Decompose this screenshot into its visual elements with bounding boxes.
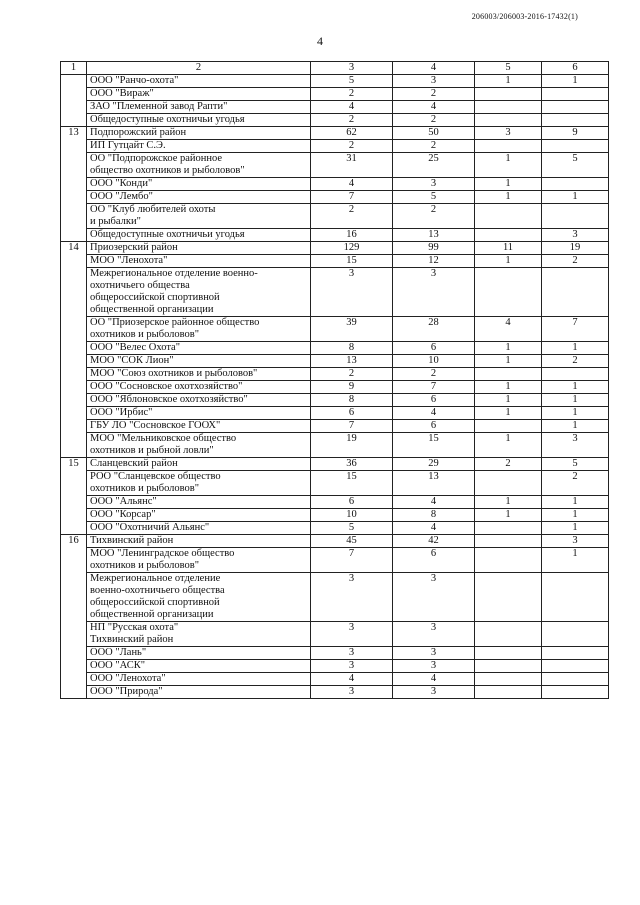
col-5-value-cell: 1 <box>475 496 542 509</box>
col-4-value-cell: 3 <box>393 660 475 673</box>
col-3-value-cell: 2 <box>311 368 393 381</box>
table-row <box>61 647 609 660</box>
col-6-value-cell <box>542 647 609 660</box>
organization-name-cell: ООО "АСК" <box>87 660 311 673</box>
col-3-value-cell: 19 <box>311 433 393 458</box>
col-3-value-cell: 4 <box>311 101 393 114</box>
col-5-value-cell <box>475 573 542 622</box>
col-6-value-cell: 5 <box>542 458 609 471</box>
col-4-value-cell: 13 <box>393 471 475 496</box>
col-4-value-cell: 28 <box>393 317 475 342</box>
col-5-value-cell <box>475 660 542 673</box>
row-number-cell: 15 <box>61 458 87 535</box>
col-5-value-cell: 1 <box>475 342 542 355</box>
organization-name-cell: МОО "Мельниковское общество охотников и рыбной ловли" <box>87 433 311 458</box>
table-row <box>61 458 609 471</box>
organization-name-cell: ООО "Яблоновское охотхозяйство" <box>87 394 311 407</box>
col-4-value-cell: 3 <box>393 75 475 88</box>
col-4-value-cell: 3 <box>393 268 475 317</box>
col-3-value-cell: 4 <box>311 178 393 191</box>
col-4-value-cell: 29 <box>393 458 475 471</box>
col-6-value-cell <box>542 573 609 622</box>
table-row <box>61 127 609 140</box>
col-3-value-cell: 7 <box>311 548 393 573</box>
col-6-value-cell: 2 <box>542 471 609 496</box>
table-row <box>61 471 609 496</box>
col-3-value-cell: 39 <box>311 317 393 342</box>
col-5-value-cell <box>475 622 542 647</box>
col-6-value-cell: 3 <box>542 229 609 242</box>
organization-name-cell: ИП Гутцайт С.Э. <box>87 140 311 153</box>
table-row <box>61 420 609 433</box>
col-6-value-cell <box>542 101 609 114</box>
col-6-value-cell: 1 <box>542 394 609 407</box>
col-5-value-cell: 1 <box>475 394 542 407</box>
hunting-grounds-table <box>60 61 609 699</box>
header-col-3: 3 <box>311 62 393 75</box>
col-3-value-cell: 31 <box>311 153 393 178</box>
organization-name-cell: ООО "Ленохота" <box>87 673 311 686</box>
col-6-value-cell <box>542 368 609 381</box>
col-4-value-cell: 2 <box>393 140 475 153</box>
col-6-value-cell: 1 <box>542 407 609 420</box>
organization-name-cell: Общедоступные охотничьи угодья <box>87 114 311 127</box>
col-6-value-cell: 2 <box>542 355 609 368</box>
col-3-value-cell: 5 <box>311 522 393 535</box>
col-4-value-cell: 13 <box>393 229 475 242</box>
organization-name-cell: ООО "Охотничий Альянс" <box>87 522 311 535</box>
organization-name-cell: Общедоступные охотничьи угодья <box>87 229 311 242</box>
col-3-value-cell: 3 <box>311 686 393 699</box>
col-4-value-cell: 6 <box>393 548 475 573</box>
col-5-value-cell <box>475 548 542 573</box>
col-4-value-cell: 25 <box>393 153 475 178</box>
col-3-value-cell: 3 <box>311 647 393 660</box>
organization-name-cell: НП "Русская охота" Тихвинский район <box>87 622 311 647</box>
col-3-value-cell: 8 <box>311 394 393 407</box>
table-row <box>61 535 609 548</box>
col-5-value-cell <box>475 673 542 686</box>
table-row <box>61 394 609 407</box>
col-4-value-cell: 6 <box>393 394 475 407</box>
col-6-value-cell <box>542 660 609 673</box>
col-5-value-cell <box>475 686 542 699</box>
organization-name-cell: ООО "Ранчо-охота" <box>87 75 311 88</box>
table-row <box>61 407 609 420</box>
table-row <box>61 573 609 622</box>
organization-name-cell: ЗАО "Племенной завод Рапти" <box>87 101 311 114</box>
col-3-value-cell: 15 <box>311 471 393 496</box>
col-4-value-cell: 2 <box>393 368 475 381</box>
table-row <box>61 88 609 101</box>
organization-name-cell: ООО "Лань" <box>87 647 311 660</box>
col-5-value-cell: 1 <box>475 178 542 191</box>
col-3-value-cell: 36 <box>311 458 393 471</box>
col-5-value-cell: 1 <box>475 191 542 204</box>
organization-name-cell: ООО "Вираж" <box>87 88 311 101</box>
col-4-value-cell: 4 <box>393 522 475 535</box>
col-4-value-cell: 4 <box>393 407 475 420</box>
col-4-value-cell: 6 <box>393 342 475 355</box>
organization-name-cell: ООО "Ирбис" <box>87 407 311 420</box>
organization-name-cell: Приозерский район <box>87 242 311 255</box>
col-4-value-cell: 10 <box>393 355 475 368</box>
col-4-value-cell: 5 <box>393 191 475 204</box>
col-3-value-cell: 4 <box>311 673 393 686</box>
table-row <box>61 75 609 88</box>
col-3-value-cell: 5 <box>311 75 393 88</box>
col-5-value-cell <box>475 140 542 153</box>
col-3-value-cell: 2 <box>311 204 393 229</box>
col-5-value-cell: 3 <box>475 127 542 140</box>
organization-name-cell: Сланцевский район <box>87 458 311 471</box>
col-5-value-cell: 1 <box>475 433 542 458</box>
col-5-value-cell <box>475 268 542 317</box>
col-6-value-cell: 5 <box>542 153 609 178</box>
organization-name-cell: ООО "Велес Охота" <box>87 342 311 355</box>
col-4-value-cell: 99 <box>393 242 475 255</box>
table-row <box>61 673 609 686</box>
col-5-value-cell <box>475 535 542 548</box>
col-5-value-cell: 1 <box>475 255 542 268</box>
page-number: 4 <box>317 34 323 48</box>
col-5-value-cell: 1 <box>475 153 542 178</box>
col-5-value-cell: 1 <box>475 407 542 420</box>
table-body <box>61 75 609 699</box>
table-row <box>61 496 609 509</box>
col-5-value-cell <box>475 522 542 535</box>
col-3-value-cell: 13 <box>311 355 393 368</box>
col-4-value-cell: 15 <box>393 433 475 458</box>
col-3-value-cell: 45 <box>311 535 393 548</box>
col-4-value-cell: 3 <box>393 178 475 191</box>
col-4-value-cell: 2 <box>393 204 475 229</box>
col-5-value-cell <box>475 88 542 101</box>
table-row <box>61 255 609 268</box>
col-6-value-cell: 19 <box>542 242 609 255</box>
col-5-value-cell <box>475 114 542 127</box>
organization-name-cell: ОО "Приозерское районное общество охотников и рыболовов" <box>87 317 311 342</box>
col-6-value-cell: 1 <box>542 342 609 355</box>
table-row <box>61 342 609 355</box>
organization-name-cell: ОО "Клуб любителей охоты и рыбалки" <box>87 204 311 229</box>
col-4-value-cell: 6 <box>393 420 475 433</box>
col-4-value-cell: 4 <box>393 496 475 509</box>
col-3-value-cell: 15 <box>311 255 393 268</box>
col-3-value-cell: 6 <box>311 407 393 420</box>
header-col-1: 1 <box>61 62 87 75</box>
col-5-value-cell: 2 <box>475 458 542 471</box>
col-6-value-cell <box>542 114 609 127</box>
col-4-value-cell: 2 <box>393 88 475 101</box>
col-4-value-cell: 42 <box>393 535 475 548</box>
organization-name-cell: Подпорожский район <box>87 127 311 140</box>
col-4-value-cell: 4 <box>393 101 475 114</box>
organization-name-cell: МОО "Ленохота" <box>87 255 311 268</box>
col-3-value-cell: 8 <box>311 342 393 355</box>
col-5-value-cell: 4 <box>475 317 542 342</box>
col-6-value-cell: 1 <box>542 522 609 535</box>
col-5-value-cell: 1 <box>475 381 542 394</box>
col-3-value-cell: 7 <box>311 420 393 433</box>
header-col-4: 4 <box>393 62 475 75</box>
organization-name-cell: МОО "Ленинградское общество охотников и рыболовов" <box>87 548 311 573</box>
col-5-value-cell <box>475 471 542 496</box>
table-row <box>61 178 609 191</box>
col-5-value-cell <box>475 101 542 114</box>
col-6-value-cell <box>542 140 609 153</box>
organization-name-cell: Межрегиональное отделение военно- охотничьего общества общероссийской спортивной общественной организации <box>87 268 311 317</box>
col-3-value-cell: 129 <box>311 242 393 255</box>
col-6-value-cell <box>542 88 609 101</box>
organization-name-cell: ООО "Конди" <box>87 178 311 191</box>
table-row <box>61 368 609 381</box>
table-row <box>61 686 609 699</box>
col-3-value-cell: 2 <box>311 88 393 101</box>
col-6-value-cell <box>542 673 609 686</box>
organization-name-cell: Межрегиональное отделение военно-охотничьего общества общероссийской спортивной общественной организации <box>87 573 311 622</box>
col-4-value-cell: 3 <box>393 686 475 699</box>
header-col-2: 2 <box>87 62 311 75</box>
col-6-value-cell <box>542 686 609 699</box>
organization-name-cell: ООО "Сосновское охотхозяйство" <box>87 381 311 394</box>
col-6-value-cell <box>542 204 609 229</box>
col-6-value-cell: 1 <box>542 496 609 509</box>
col-4-value-cell: 50 <box>393 127 475 140</box>
col-3-value-cell: 3 <box>311 573 393 622</box>
organization-name-cell: МОО "Союз охотников и рыболовов" <box>87 368 311 381</box>
header-col-6: 6 <box>542 62 609 75</box>
col-5-value-cell <box>475 204 542 229</box>
col-4-value-cell: 3 <box>393 647 475 660</box>
col-3-value-cell: 3 <box>311 268 393 317</box>
row-number-cell <box>61 75 87 127</box>
table-row <box>61 242 609 255</box>
table-row <box>61 522 609 535</box>
col-3-value-cell: 9 <box>311 381 393 394</box>
col-3-value-cell: 2 <box>311 140 393 153</box>
col-5-value-cell: 1 <box>475 355 542 368</box>
col-4-value-cell: 3 <box>393 573 475 622</box>
table-row <box>61 317 609 342</box>
table-row <box>61 381 609 394</box>
document-id: 206003/206003-2016-17432(1) <box>471 12 578 21</box>
col-3-value-cell: 2 <box>311 114 393 127</box>
col-6-value-cell <box>542 178 609 191</box>
table-row <box>61 204 609 229</box>
col-5-value-cell: 11 <box>475 242 542 255</box>
col-3-value-cell: 6 <box>311 496 393 509</box>
table-row <box>61 548 609 573</box>
col-4-value-cell: 7 <box>393 381 475 394</box>
table-row <box>61 114 609 127</box>
col-5-value-cell <box>475 229 542 242</box>
col-6-value-cell: 1 <box>542 548 609 573</box>
col-3-value-cell: 3 <box>311 622 393 647</box>
col-6-value-cell: 9 <box>542 127 609 140</box>
col-4-value-cell: 8 <box>393 509 475 522</box>
table-row <box>61 229 609 242</box>
table-header-row <box>61 62 609 75</box>
col-3-value-cell: 3 <box>311 660 393 673</box>
row-number-cell: 14 <box>61 242 87 458</box>
col-5-value-cell <box>475 368 542 381</box>
row-number-cell: 16 <box>61 535 87 699</box>
table-row <box>61 191 609 204</box>
row-number-cell: 13 <box>61 127 87 242</box>
table-row <box>61 101 609 114</box>
table-row <box>61 355 609 368</box>
table-row <box>61 433 609 458</box>
col-6-value-cell: 3 <box>542 535 609 548</box>
col-4-value-cell: 4 <box>393 673 475 686</box>
col-4-value-cell: 12 <box>393 255 475 268</box>
col-6-value-cell: 2 <box>542 255 609 268</box>
col-6-value-cell: 1 <box>542 191 609 204</box>
table-row <box>61 153 609 178</box>
organization-name-cell: МОО "СОК Лион" <box>87 355 311 368</box>
organization-name-cell: ООО "Природа" <box>87 686 311 699</box>
organization-name-cell: Тихвинский район <box>87 535 311 548</box>
table-row <box>61 622 609 647</box>
col-3-value-cell: 10 <box>311 509 393 522</box>
table-row <box>61 268 609 317</box>
col-6-value-cell: 3 <box>542 433 609 458</box>
organization-name-cell: ООО "Лембо" <box>87 191 311 204</box>
table-row <box>61 140 609 153</box>
col-3-value-cell: 7 <box>311 191 393 204</box>
col-4-value-cell: 3 <box>393 622 475 647</box>
col-6-value-cell: 1 <box>542 509 609 522</box>
table-row <box>61 509 609 522</box>
col-3-value-cell: 16 <box>311 229 393 242</box>
organization-name-cell: ГБУ ЛО "Сосновское ГООХ" <box>87 420 311 433</box>
col-4-value-cell: 2 <box>393 114 475 127</box>
col-5-value-cell <box>475 647 542 660</box>
col-6-value-cell: 1 <box>542 420 609 433</box>
header-col-5: 5 <box>475 62 542 75</box>
col-5-value-cell <box>475 420 542 433</box>
col-6-value-cell: 1 <box>542 381 609 394</box>
organization-name-cell: ОО "Подпорожское районное общество охотников и рыболовов" <box>87 153 311 178</box>
organization-name-cell: РОО "Сланцевское общество охотников и рыболовов" <box>87 471 311 496</box>
col-3-value-cell: 62 <box>311 127 393 140</box>
organization-name-cell: ООО "Альянс" <box>87 496 311 509</box>
col-5-value-cell: 1 <box>475 509 542 522</box>
organization-name-cell: ООО "Корсар" <box>87 509 311 522</box>
col-6-value-cell: 7 <box>542 317 609 342</box>
col-6-value-cell <box>542 268 609 317</box>
col-6-value-cell <box>542 622 609 647</box>
col-5-value-cell: 1 <box>475 75 542 88</box>
table-row <box>61 660 609 673</box>
col-6-value-cell: 1 <box>542 75 609 88</box>
